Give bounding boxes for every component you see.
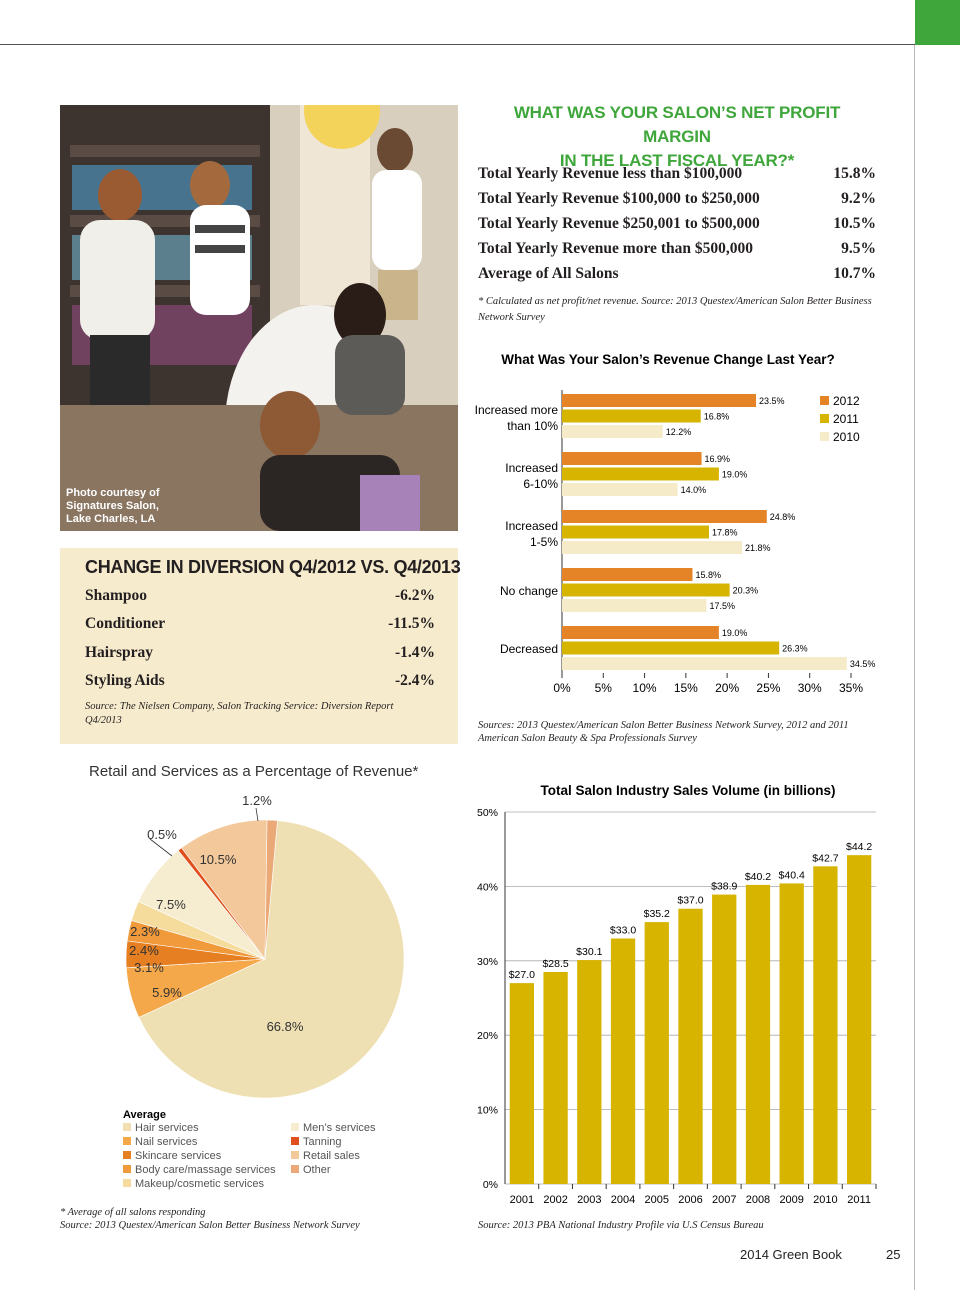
x-tick-label: 15% bbox=[673, 681, 698, 695]
data-label: 23.5% bbox=[759, 396, 785, 406]
legend-label: Men’s services bbox=[303, 1122, 376, 1134]
legend-label: Skincare services bbox=[135, 1150, 222, 1162]
legend-swatch bbox=[123, 1165, 131, 1173]
legend-label: 2012 bbox=[833, 394, 860, 408]
x-tick-label: 2011 bbox=[847, 1194, 871, 1206]
legend-swatch bbox=[291, 1151, 299, 1159]
bar bbox=[543, 972, 567, 1184]
legend-label: 2011 bbox=[833, 412, 859, 426]
bar bbox=[562, 599, 707, 612]
slice-label: 2.3% bbox=[130, 924, 160, 939]
bar bbox=[562, 626, 719, 639]
legend-swatch bbox=[820, 432, 829, 441]
slice-label: 1.2% bbox=[242, 793, 272, 808]
bar bbox=[780, 883, 804, 1184]
x-tick-label: 30% bbox=[797, 681, 822, 695]
data-label: 20.3% bbox=[732, 585, 759, 596]
data-label: $30.1 bbox=[576, 946, 603, 959]
sales-volume-source: Source: 2013 PBA National Industry Profile via U.S Census Bureau bbox=[478, 1220, 764, 1231]
bar bbox=[813, 866, 837, 1184]
data-label: 17.8% bbox=[711, 527, 738, 538]
revenue-change-source: Sources: 2013 Questex/American Salon Better Business Network Survey, 2012 and 2011 American Salon Beauty & Spa Professionals Survey bbox=[478, 720, 849, 744]
salon-photo bbox=[60, 105, 458, 531]
profit-margin-row bbox=[478, 215, 876, 240]
footer-book-title: 2014 Green Book bbox=[740, 1247, 842, 1262]
category-label: Increased bbox=[505, 461, 558, 475]
data-label: $40.2 bbox=[744, 870, 772, 883]
profit-margin-label: Total Yearly Revenue $100,000 to $250,000 bbox=[478, 190, 760, 207]
pie-source: Source: 2013 Questex/American Salon Better Business Network Survey bbox=[60, 1220, 360, 1231]
profit-margin-row bbox=[478, 190, 876, 215]
y-tick-label: 20% bbox=[476, 1030, 498, 1043]
y-tick-label: 40% bbox=[476, 881, 498, 894]
bar bbox=[611, 938, 635, 1184]
data-label: $28.5 bbox=[542, 957, 569, 970]
salon-photo-illustration bbox=[60, 105, 458, 531]
data-label: 16.9% bbox=[704, 454, 731, 464]
bar bbox=[678, 909, 702, 1184]
profit-margin-row bbox=[478, 240, 876, 265]
bar bbox=[562, 483, 678, 496]
leader-line bbox=[256, 808, 258, 821]
legend-label: Tanning bbox=[303, 1136, 342, 1148]
slice-label: 66.8% bbox=[266, 1019, 304, 1034]
category-label: No change bbox=[499, 584, 558, 598]
diversion-value: -1.4% bbox=[394, 644, 435, 661]
y-tick-label: 30% bbox=[476, 955, 498, 968]
y-tick-label: 50% bbox=[476, 807, 498, 819]
category-label: Increased more bbox=[474, 403, 558, 417]
profit-margin-note: * Calculated as net profit/net revenue. Source: 2013 Questex/American Salon Better Business Network Survey bbox=[478, 296, 872, 323]
profit-margin-label: Total Yearly Revenue $250,001 to $500,000 bbox=[478, 215, 760, 232]
x-tick-label: 2004 bbox=[610, 1194, 636, 1206]
diversion-value: -2.4% bbox=[394, 672, 435, 689]
x-tick-label: 35% bbox=[838, 681, 864, 695]
bar bbox=[562, 642, 779, 655]
photo-credit: Photo courtesy of Signatures Salon, Lake Charles, LA bbox=[66, 487, 160, 525]
legend-swatch bbox=[291, 1165, 299, 1173]
data-label: 14.0% bbox=[680, 485, 707, 495]
data-label: 16.8% bbox=[703, 411, 730, 422]
legend-swatch bbox=[123, 1151, 131, 1159]
category-label: than 10% bbox=[507, 419, 558, 433]
legend-swatch bbox=[123, 1123, 131, 1131]
profit-margin-label: Average of All Salons bbox=[478, 265, 619, 282]
legend-swatch bbox=[291, 1123, 299, 1131]
bar bbox=[562, 410, 701, 423]
x-tick-label: 5% bbox=[594, 681, 612, 695]
data-label: 24.8% bbox=[769, 512, 796, 522]
category-label: Decreased bbox=[499, 642, 558, 656]
slice-label: 5.9% bbox=[152, 985, 182, 1000]
data-label: $35.2 bbox=[643, 908, 670, 921]
x-tick-label: 2005 bbox=[644, 1194, 670, 1206]
top-rule bbox=[0, 44, 915, 45]
bar bbox=[562, 510, 767, 523]
slice-label: 3.1% bbox=[134, 960, 164, 975]
diversion-label: Hairspray bbox=[85, 644, 154, 661]
chart-title: What Was Your Salon’s Revenue Change Last Year? bbox=[501, 352, 835, 367]
data-label: 34.5% bbox=[849, 659, 876, 669]
x-tick-label: 2007 bbox=[711, 1194, 737, 1206]
bar bbox=[562, 394, 756, 407]
bar bbox=[562, 468, 719, 481]
legend-label: Other bbox=[303, 1164, 331, 1176]
legend-label: Makeup/cosmetic services bbox=[135, 1178, 264, 1190]
legend-label: Hair services bbox=[135, 1122, 199, 1134]
legend-swatch bbox=[291, 1137, 299, 1145]
data-label: 26.3% bbox=[782, 643, 808, 654]
data-label: $40.4 bbox=[778, 869, 805, 882]
bar bbox=[577, 960, 601, 1184]
category-label: 1-5% bbox=[529, 535, 558, 549]
slice-label: 7.5% bbox=[156, 897, 186, 912]
x-tick-label: 2008 bbox=[745, 1194, 771, 1206]
x-tick-label: 20% bbox=[715, 681, 740, 695]
bar bbox=[562, 526, 709, 539]
diversion-row bbox=[85, 615, 435, 643]
x-tick-label: 25% bbox=[756, 681, 781, 695]
revenue-change-chart bbox=[470, 340, 910, 700]
x-tick-label: 2003 bbox=[577, 1194, 602, 1206]
category-label: 6-10% bbox=[523, 477, 558, 491]
diversion-label: Shampoo bbox=[85, 587, 148, 604]
bar bbox=[562, 425, 663, 438]
data-label: $42.7 bbox=[812, 852, 839, 865]
diversion-row bbox=[85, 644, 435, 672]
data-label: 19.0% bbox=[721, 628, 748, 638]
data-label: $37.0 bbox=[677, 894, 704, 907]
legend-swatch bbox=[123, 1179, 131, 1187]
bar bbox=[562, 584, 730, 597]
profit-margin-value: 9.2% bbox=[841, 190, 876, 207]
bar bbox=[562, 568, 692, 581]
y-tick-label: 0% bbox=[482, 1179, 498, 1191]
page-number: 25 bbox=[886, 1247, 901, 1262]
slice-label: 10.5% bbox=[199, 852, 237, 867]
right-rule bbox=[914, 45, 915, 1290]
diversion-value: -6.2% bbox=[394, 587, 435, 604]
slice-label: 2.4% bbox=[129, 943, 159, 958]
slice-label: 0.5% bbox=[147, 827, 177, 842]
x-tick-label: 2010 bbox=[813, 1194, 838, 1206]
revenue-mix-pie-chart bbox=[60, 755, 460, 1195]
diversion-value: -11.5% bbox=[388, 615, 435, 632]
data-label: $38.9 bbox=[711, 880, 738, 893]
legend-title: Average bbox=[123, 1109, 167, 1121]
data-label: 12.2% bbox=[665, 427, 692, 437]
diversion-source: Source: The Nielsen Company, Salon Tracking Service: Diversion Report Q4/2013 bbox=[85, 701, 394, 726]
pie-footnote: * Average of all salons responding bbox=[60, 1207, 206, 1218]
legend-swatch bbox=[820, 414, 829, 423]
profit-margin-value: 9.5% bbox=[841, 240, 876, 257]
diversion-row bbox=[85, 587, 435, 615]
x-tick-label: 10% bbox=[632, 681, 657, 695]
data-label: 17.5% bbox=[709, 601, 736, 611]
data-label: 15.8% bbox=[695, 570, 721, 580]
x-tick-label: 2001 bbox=[509, 1194, 535, 1206]
diversion-title: CHANGE IN DIVERSION Q4/2012 VS. Q4/2013 bbox=[85, 557, 461, 577]
data-label: 19.0% bbox=[721, 469, 748, 480]
y-tick-label: 10% bbox=[476, 1104, 498, 1117]
profit-margin-value: 15.8% bbox=[833, 165, 876, 182]
bar bbox=[746, 885, 770, 1184]
profit-margin-value: 10.5% bbox=[833, 215, 876, 232]
bar bbox=[510, 983, 534, 1184]
legend-label: Nail services bbox=[135, 1136, 198, 1148]
profit-margin-title: WHAT WAS YOUR SALON’S NET PROFIT MARGIN IN THE LAST FISCAL YEAR?* bbox=[513, 103, 841, 170]
profit-margin-label: Total Yearly Revenue less than $100,000 bbox=[478, 165, 743, 182]
corner-tab bbox=[915, 0, 960, 45]
x-tick-label: 2002 bbox=[543, 1194, 568, 1206]
legend-swatch bbox=[820, 396, 829, 405]
bar bbox=[645, 922, 669, 1184]
x-tick-label: 2006 bbox=[678, 1194, 703, 1206]
legend-label: 2010 bbox=[833, 430, 860, 444]
diversion-label: Conditioner bbox=[85, 615, 166, 632]
bar bbox=[562, 541, 742, 554]
profit-margin-value: 10.7% bbox=[833, 265, 876, 282]
bar bbox=[562, 452, 702, 465]
profit-margin-label: Total Yearly Revenue more than $500,000 bbox=[478, 240, 753, 257]
data-label: $27.0 bbox=[508, 969, 536, 982]
x-tick-label: 0% bbox=[553, 681, 571, 695]
bar bbox=[712, 895, 736, 1184]
bar bbox=[562, 657, 847, 670]
legend-label: Retail sales bbox=[303, 1150, 360, 1162]
chart-title: Retail and Services as a Percentage of Revenue* bbox=[89, 763, 419, 780]
diversion-label: Styling Aids bbox=[85, 672, 165, 689]
data-label: $44.2 bbox=[845, 841, 873, 854]
profit-margin-row bbox=[478, 265, 876, 290]
bar bbox=[847, 855, 871, 1184]
chart-title: Total Salon Industry Sales Volume (in billions) bbox=[540, 783, 836, 798]
diversion-row bbox=[85, 672, 435, 700]
legend-label: Body care/massage services bbox=[135, 1164, 276, 1176]
data-label: $33.0 bbox=[609, 924, 637, 937]
profit-margin-row bbox=[478, 165, 876, 190]
x-tick-label: 2009 bbox=[779, 1194, 804, 1206]
data-label: 21.8% bbox=[745, 543, 771, 553]
sales-volume-chart bbox=[470, 775, 910, 1215]
category-label: Increased bbox=[505, 519, 558, 533]
legend-swatch bbox=[123, 1137, 131, 1145]
